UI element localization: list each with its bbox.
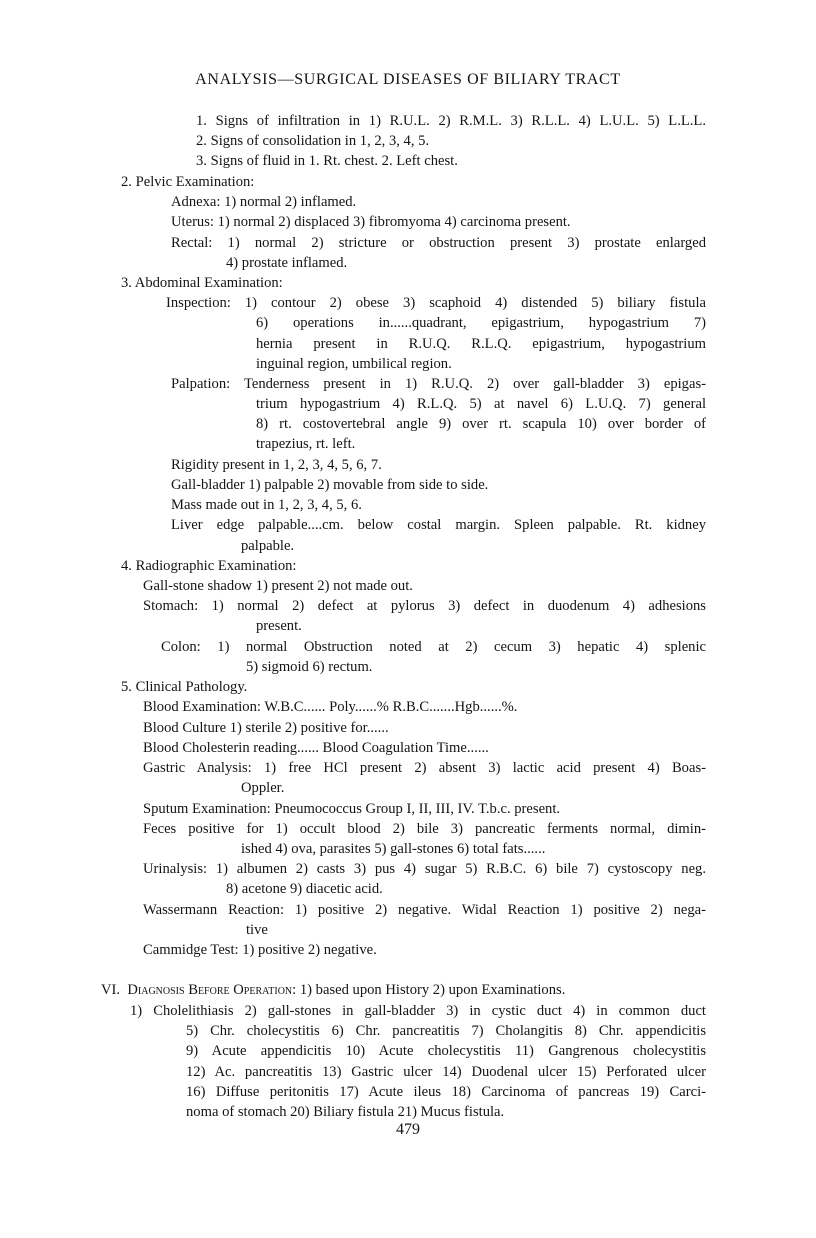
- stomach-line-2: present.: [256, 618, 302, 634]
- gallbladder-line: Gall-bladder 1) palpable 2) movable from side to side.: [171, 477, 489, 493]
- cammidge-line: Cammidge Test: 1) positive 2) negative.: [143, 942, 377, 958]
- feces-line-2: ished 4) ova, parasites 5) gall-stones 6) total fats......: [241, 841, 546, 857]
- palpation-line-2: trium hypogastrium 4) R.L.Q. 5) at navel 6) L.U.Q. 7) general: [256, 396, 706, 412]
- pelvic-rectal-2: 4) prostate inflamed.: [226, 255, 348, 271]
- gastric-line-1: Gastric Analysis: 1) free HCl present 2) absent 3) lactic acid present 4) Boas-: [143, 760, 706, 776]
- radiographic-heading: 4. Radiographic Examination:: [121, 558, 297, 574]
- abdominal-heading: 3. Abdominal Examination:: [121, 275, 283, 291]
- diagnosis-line-5: 16) Diffuse peritonitis 17) Acute ileus 18) Carcinoma of pancreas 19) Carci-: [186, 1084, 706, 1100]
- diagnosis-line-6: noma of stomach 20) Biliary fistula 21) Mucus fistula.: [186, 1104, 505, 1120]
- inspection-line-1: Inspection: 1) contour 2) obese 3) scaphoid 4) distended 5) biliary fistula: [166, 295, 706, 311]
- mass-line: Mass made out in 1, 2, 3, 4, 5, 6.: [171, 497, 362, 513]
- palpation-line-1: Palpation: Tenderness present in 1) R.U.Q. 2) over gall-bladder 3) epigas-: [171, 376, 706, 392]
- diagnosis-line-1: 1) Cholelithiasis 2) gall-stones in gall-bladder 3) in cystic duct 4) in common duct: [130, 1003, 706, 1019]
- palpation-line-4: trapezius, rt. left.: [256, 436, 356, 452]
- inspection-line-2: 6) operations in......quadrant, epigastrium, hypogastrium 7): [256, 315, 706, 331]
- diagnosis-title-rest: 1) based upon History 2) upon Examinations.: [299, 982, 566, 998]
- page-number: 479: [396, 1121, 420, 1138]
- chest-line-1: 1. Signs of infiltration in 1) R.U.L. 2) R.M.L. 3) R.L.L. 4) L.U.L. 5) L.L.L.: [196, 113, 706, 129]
- blood-culture-line: Blood Culture 1) sterile 2) positive for......: [143, 720, 389, 736]
- rigidity-line: Rigidity present in 1, 2, 3, 4, 5, 6, 7.: [171, 457, 382, 473]
- liver-line-1: Liver edge palpable....cm. below costal margin. Spleen palpable. Rt. kidney: [171, 517, 706, 533]
- urinalysis-line-1: Urinalysis: 1) albumen 2) casts 3) pus 4) sugar 5) R.B.C. 6) bile 7) cystoscopy neg.: [143, 861, 706, 877]
- wassermann-line-1: Wassermann Reaction: 1) positive 2) negative. Widal Reaction 1) positive 2) nega-: [143, 902, 706, 918]
- diagnosis-numeral: VI.: [101, 982, 121, 998]
- diagnosis-title: Diagnosis Before Operation:: [127, 982, 297, 998]
- pelvic-adnexa: Adnexa: 1) normal 2) inflamed.: [171, 194, 357, 210]
- pelvic-heading: 2. Pelvic Examination:: [121, 174, 255, 190]
- inspection-line-3: hernia present in R.U.Q. R.L.Q. epigastrium, hypogastrium: [256, 336, 706, 352]
- pelvic-uterus: Uterus: 1) normal 2) displaced 3) fibromyoma 4) carcinoma present.: [171, 214, 571, 230]
- feces-line-1: Feces positive for 1) occult blood 2) bile 3) pancreatic ferments normal, dimin-: [143, 821, 706, 837]
- diagnosis-line-2: 5) Chr. cholecystitis 6) Chr. pancreatitis 7) Cholangitis 8) Chr. appendicitis: [186, 1023, 706, 1039]
- chest-line-3: 3. Signs of fluid in 1. Rt. chest. 2. Left chest.: [196, 153, 458, 169]
- wassermann-line-2: tive: [246, 922, 268, 938]
- diagnosis-line-3: 9) Acute appendicitis 10) Acute cholecystitis 11) Gangrenous cholecystitis: [186, 1043, 706, 1059]
- stomach-line-1: Stomach: 1) normal 2) defect at pylorus 3) defect in duodenum 4) adhesions: [143, 598, 706, 614]
- cholesterin-line: Blood Cholesterin reading...... Blood Coagulation Time......: [143, 740, 489, 756]
- gastric-line-2: Oppler.: [241, 780, 285, 796]
- clinical-heading: 5. Clinical Pathology.: [121, 679, 248, 695]
- liver-line-2: palpable.: [241, 538, 295, 554]
- running-header: ANALYSIS—SURGICAL DISEASES OF BILIARY TRACT: [195, 71, 621, 88]
- gallstone-shadow-line: Gall-stone shadow 1) present 2) not made out.: [143, 578, 413, 594]
- urinalysis-line-2: 8) acetone 9) diacetic acid.: [226, 881, 383, 897]
- inspection-line-4: inguinal region, umbilical region.: [256, 356, 452, 372]
- blood-exam-line: Blood Examination: W.B.C...... Poly......% R.B.C.......Hgb......%.: [143, 699, 518, 715]
- palpation-line-3: 8) rt. costovertebral angle 9) over rt. scapula 10) over border of: [256, 416, 706, 432]
- colon-line-2: 5) sigmoid 6) rectum.: [246, 659, 373, 675]
- sputum-line: Sputum Examination: Pneumococcus Group I, II, III, IV. T.b.c. present.: [143, 801, 561, 817]
- chest-line-2: 2. Signs of consolidation in 1, 2, 3, 4, 5.: [196, 133, 430, 149]
- colon-line-1: Colon: 1) normal Obstruction noted at 2) cecum 3) hepatic 4) splenic: [161, 639, 706, 655]
- diagnosis-line-4: 12) Ac. pancreatitis 13) Gastric ulcer 14) Duodenal ulcer 15) Perforated ulcer: [186, 1064, 706, 1080]
- pelvic-rectal-1: Rectal: 1) normal 2) stricture or obstruction present 3) prostate enlarged: [171, 235, 706, 251]
- diagnosis-heading: [101, 980, 565, 1000]
